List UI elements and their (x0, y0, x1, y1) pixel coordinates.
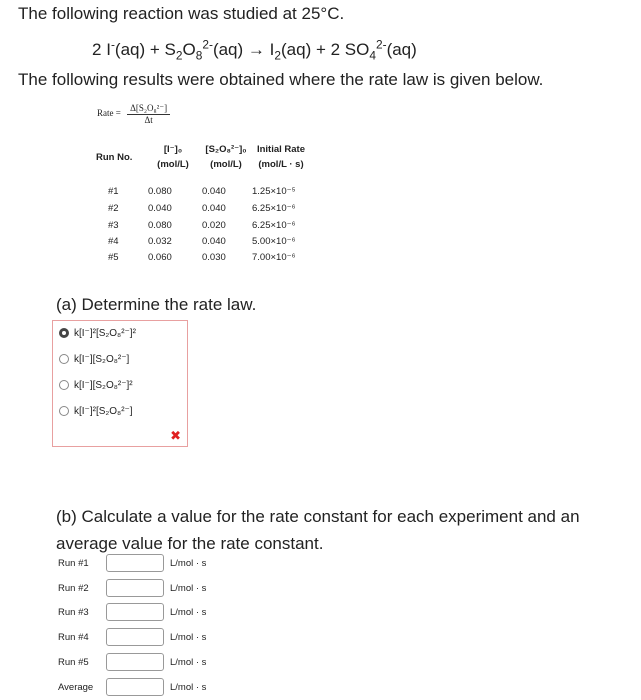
intro-text: The following reaction was studied at 25°C. (18, 4, 345, 23)
radio-selected-icon[interactable] (59, 328, 69, 338)
rate-denominator: Δt (144, 115, 153, 125)
rate-constant-row-average: Average L/mol · s (58, 677, 206, 697)
header-run-no: Run No. (96, 152, 133, 163)
rate-constant-input-average[interactable] (106, 678, 164, 696)
choice-option-2[interactable]: k[I⁻][S₂O₈²⁻] (59, 350, 129, 368)
rate-constant-row-4: Run #4 L/mol · s (58, 627, 206, 647)
rate-constant-input-run-4[interactable] (106, 628, 164, 646)
header-persulfate-conc: [S₂O₈²⁻]₀ (mol/L) (205, 144, 247, 170)
choice-option-3[interactable]: k[I⁻][S₂O₈²⁻]² (59, 376, 133, 394)
rate-law-choices (52, 320, 188, 447)
incorrect-icon: ✖ (170, 428, 181, 443)
radio-icon[interactable] (59, 380, 69, 390)
radio-icon[interactable] (59, 354, 69, 364)
rate-label: Rate = (97, 108, 121, 119)
header-iodide-conc: [I⁻]₀ (mol/L) (157, 144, 189, 170)
rate-constant-input-run-2[interactable] (106, 579, 164, 597)
header-initial-rate: Initial Rate (mol/L · s) (256, 144, 306, 170)
rate-constant-row-1: Run #1 L/mol · s (58, 553, 206, 573)
radio-icon[interactable] (59, 406, 69, 416)
rate-constant-input-run-5[interactable] (106, 653, 164, 671)
results-text: The following results were obtained where the rate law is given below. (18, 70, 544, 89)
rate-numerator: Δ[S₂O₈²⁻] (127, 103, 170, 115)
reaction-equation: 2 $I^-(aq) + S_2O_8^{2-}(aq) \to I_2(aq) + 2$ $SO_4^{2-}(aq)$ (92, 37, 417, 63)
choice-option-4[interactable]: k[I⁻]²[S₂O₈²⁻] (59, 402, 133, 420)
rate-constant-row-2: Run #2 L/mol · s (58, 578, 206, 598)
choice-option-1[interactable]: k[I⁻]²[S₂O₈²⁻]² (59, 324, 136, 342)
rate-definition (97, 103, 170, 125)
rate-constant-input-run-3[interactable] (106, 603, 164, 621)
rate-constant-row-5: Run #5 L/mol · s (58, 652, 206, 672)
rate-constant-input-run-1[interactable] (106, 554, 164, 572)
rate-constant-row-3: Run #3 L/mol · s (58, 602, 206, 622)
part-b-question: (b) Calculate a value for the rate constant for each experiment and an average value for the rate constant. (56, 507, 580, 553)
part-a-question: (a) Determine the rate law. (56, 295, 257, 314)
